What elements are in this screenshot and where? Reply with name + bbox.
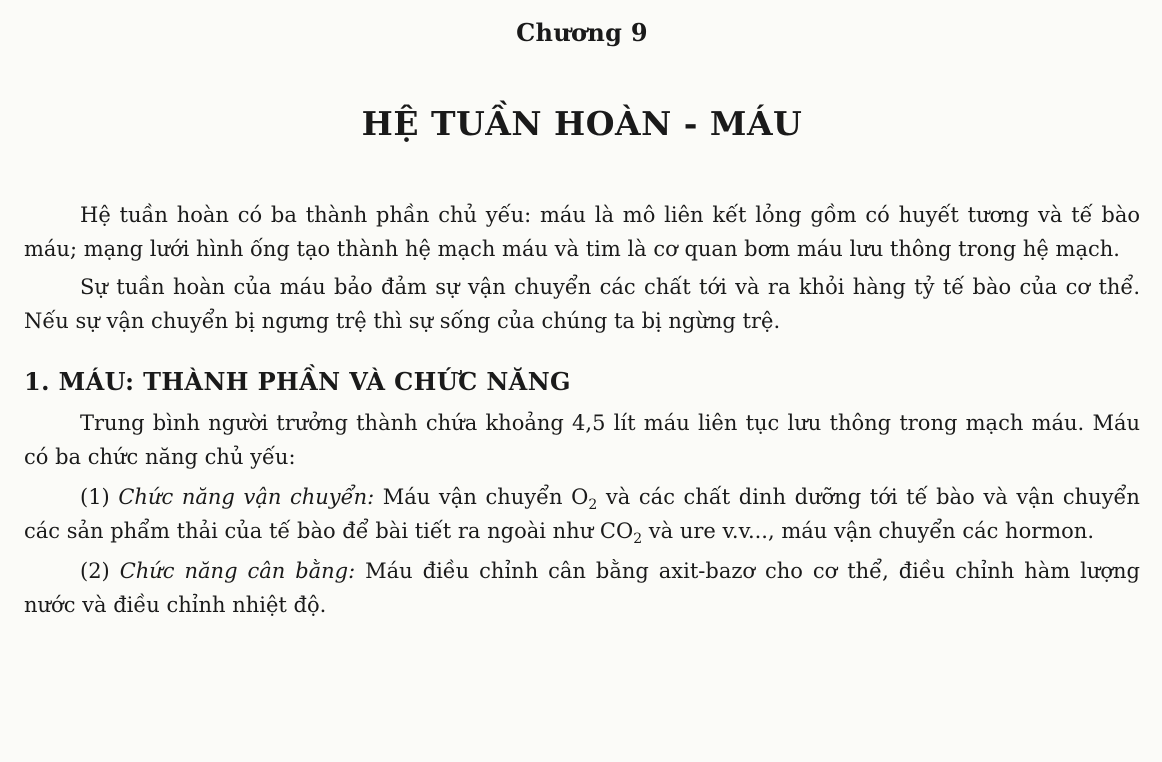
intro-paragraph-1: Hệ tuần hoàn có ba thành phần chủ yếu: máu là mô liên kết lỏng gồm có huyết tương và tế bào máu; mạng lưới hình ống tạo thành hệ mạch máu và tim là cơ quan bơm máu lưu thông trong hệ mạch.: [24, 203, 1140, 261]
function-term: Chức năng cân bằng:: [119, 559, 356, 583]
function-text-part: và các chất dinh dưỡng tới tế bào và vận chuyển các sản phẩm thải của tế bào để bài tiết ra ngoài như CO: [24, 485, 1140, 543]
subscript-2: 2: [588, 497, 598, 514]
function-number: (2): [80, 559, 110, 583]
function-transport-paragraph: [24, 480, 1140, 548]
function-text: Máu điều chỉnh cân bằng axit-bazơ cho cơ thể, điều chỉnh hàm lượng nước và điều chỉnh nhiệt độ.: [24, 559, 1140, 617]
function-term: Chức năng vận chuyển:: [118, 485, 375, 509]
intro-paragraph-2: Sự tuần hoàn của máu bảo đảm sự vận chuyển các chất tới và ra khỏi hàng tỷ tế bào của cơ thể. Nếu sự vận chuyển bị ngưng trệ thì sự sống của chúng ta bị ngừng trệ.: [24, 275, 1140, 333]
subscript-2: 2: [633, 531, 643, 548]
chapter-title: HỆ TUẦN HOÀN - MÁU: [361, 104, 803, 143]
function-balance-paragraph: [24, 554, 1140, 622]
function-text-part: và ure v.v..., máu vận chuyển các hormon.: [648, 519, 1095, 543]
chapter-label: Chương 9: [516, 18, 648, 47]
section-heading: 1. MÁU: THÀNH PHẦN VÀ CHỨC NĂNG: [24, 367, 571, 396]
section-paragraph-1: Trung bình người trưởng thành chứa khoảng 4,5 lít máu liên tục lưu thông trong mạch máu. Máu có ba chức năng chủ yếu:: [24, 411, 1140, 469]
function-number: (1): [80, 485, 110, 509]
function-text-part: Máu vận chuyển O: [382, 485, 589, 509]
